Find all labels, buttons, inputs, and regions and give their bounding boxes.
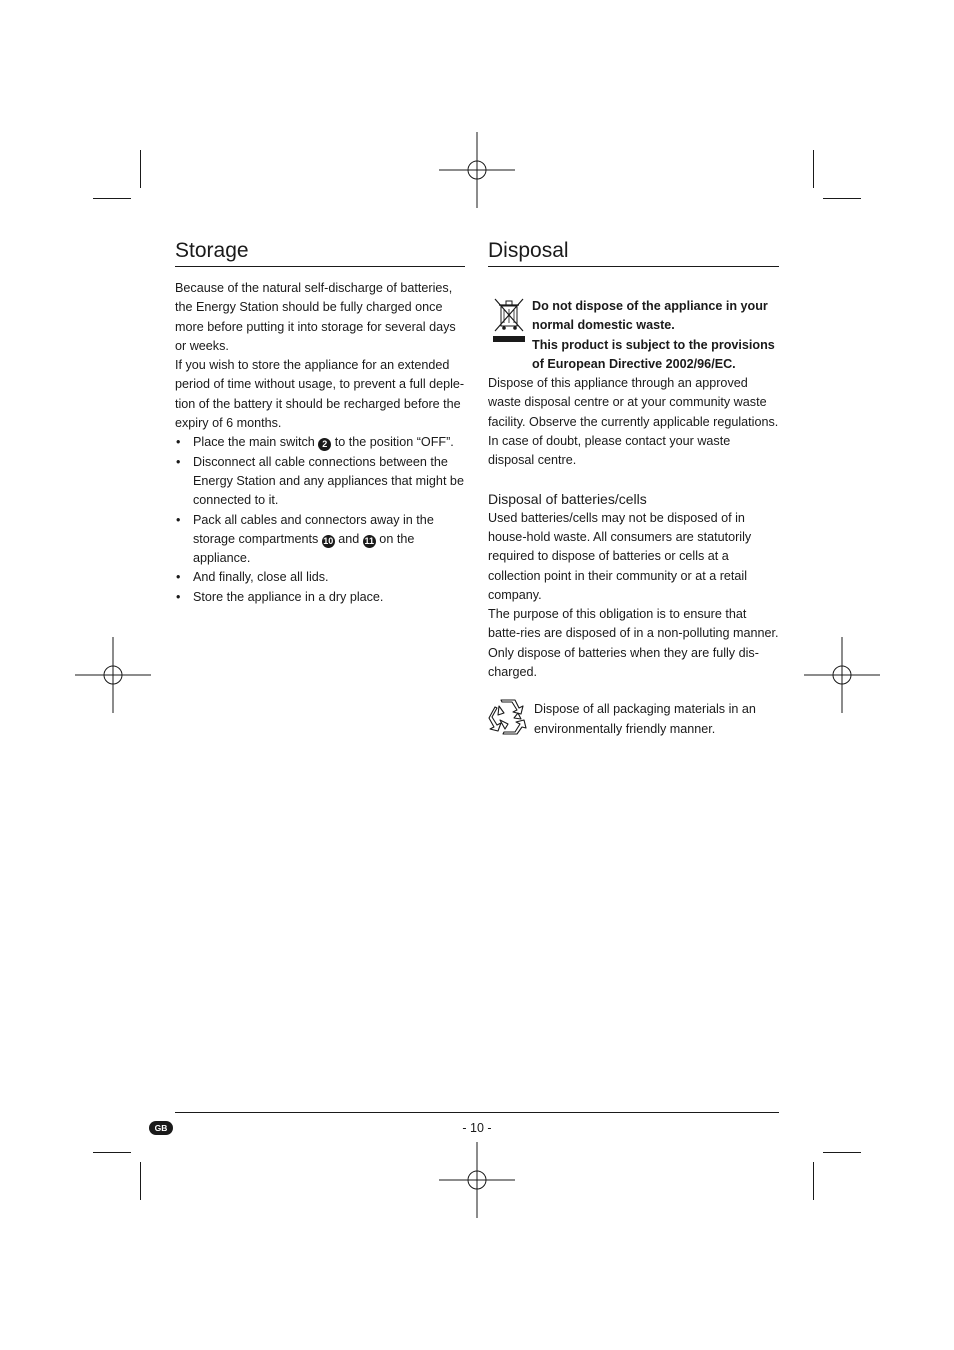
batteries-paragraph: The purpose of this obligation is to ensure that batte-ries are disposed of in a non-polluting manner. Only dispose of batteries when they are fully dis-charged. [488, 607, 779, 680]
disposal-heading: Disposal [488, 236, 779, 267]
language-badge: GB [149, 1121, 173, 1135]
list-item: • Disconnect all cable connections between the Energy Station and any appliances that might be connected to it. [175, 453, 465, 511]
list-item: • Pack all cables and connectors away in the storage compartments 10 and 11 on the appliance. [175, 511, 465, 569]
disposal-section [488, 236, 779, 739]
disposal-paragraph: Dispose of this appliance through an approved waste disposal centre or at your community waste facility. Observe the currently applicable regulations. [488, 376, 779, 429]
callout-number-badge: 10 [323, 535, 334, 546]
storage-steps-list [175, 433, 465, 607]
crop-mark [140, 1162, 141, 1200]
crop-mark [813, 150, 814, 188]
crop-mark [823, 1152, 861, 1153]
weee-directive-text: This product is subject to the provisions of European Directive 2002/96/EC. [532, 337, 775, 371]
weee-warning [488, 297, 779, 374]
crosshair-icon [439, 1142, 515, 1218]
crosshair-icon [75, 637, 151, 713]
batteries-paragraph: Used batteries/cells may not be disposed of in house-hold waste. All consumers are statutorily required to dispose of batteries or cells at a collection point in their community or at a retail company. [488, 510, 752, 602]
list-item: • Place the main switch 2 to the position “OFF”. [175, 433, 465, 452]
packaging-text: Dispose of all packaging materials in an environmentally friendly manner. [534, 702, 756, 736]
list-item: • And finally, close all lids. [175, 568, 465, 587]
footer-divider [175, 1112, 779, 1113]
storage-heading: Storage [175, 236, 465, 267]
crop-mark [813, 1162, 814, 1200]
crop-mark [93, 198, 131, 199]
crosshair-icon [439, 132, 515, 208]
crop-mark [140, 150, 141, 188]
callout-number-badge: 2 [318, 438, 331, 451]
list-item: • Store the appliance in a dry place. [175, 588, 465, 607]
crosshair-icon [804, 637, 880, 713]
disposal-paragraph: In case of doubt, please contact your waste disposal centre. [488, 434, 731, 468]
crop-mark [93, 1152, 131, 1153]
crop-mark [823, 198, 861, 199]
crossed-bin-icon [492, 297, 526, 343]
batteries-heading: Disposal of batteries/cells [488, 490, 647, 507]
storage-paragraph: If you wish to store the appliance for an extended period of time without usage, to prevent a full deple-tion of the battery it should be recharged before the expiry of 6 months. [175, 358, 465, 431]
weee-warning-text: Do not dispose of the appliance in your normal domestic waste. [532, 299, 768, 333]
storage-section [175, 236, 465, 607]
storage-paragraph: Because of the natural self-discharge of batteries, the Energy Station should be fully charged once more before putting it into storage for several days or weeks. [175, 281, 456, 353]
page-number: - 10 - [462, 1121, 492, 1135]
packaging-note [488, 700, 779, 739]
recycle-icon [488, 698, 528, 736]
callout-number-badge: 11 [364, 535, 375, 546]
